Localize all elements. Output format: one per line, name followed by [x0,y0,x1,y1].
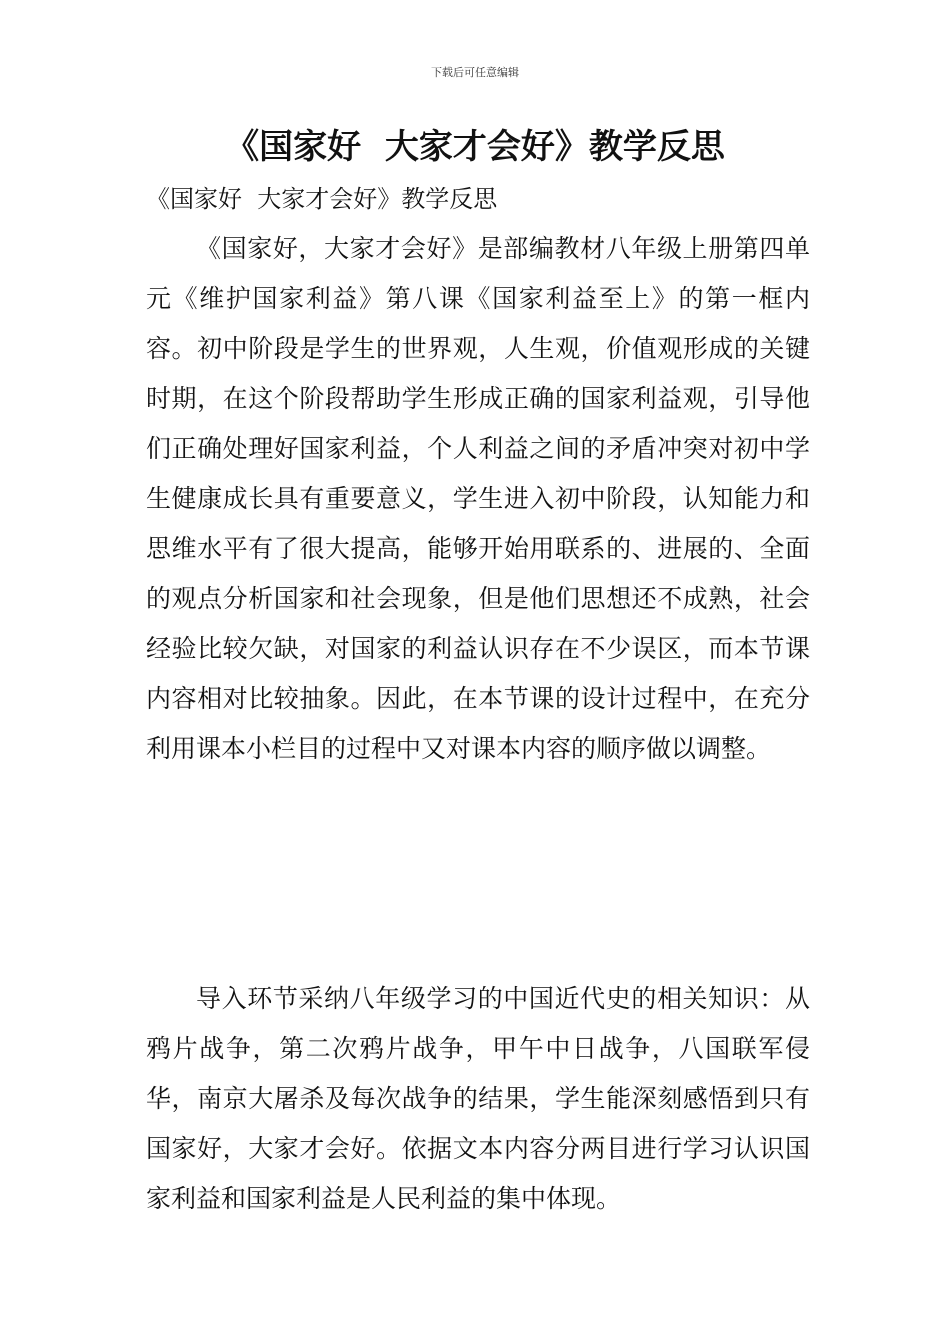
body-paragraph-1: 《国家好，大家才会好》是部编教材八年级上册第四单元《维护国家利益》第八课《国家利益至上》的第一框内容。初中阶段是学生的世界观，人生观，价值观形成的关键时期，在这个阶段帮助学生形成正确的国家利益观，引导他们正确处理好国家利益，个人利益之间的矛盾冲突对初中学生健康成长具有重要意义，学生进入初中阶段，认知能力和思维水平有了很大提高，能够开始用联系的、进展的、全面的观点分析国家和社会现象，但是他们思想还不成熟，社会经验比较欠缺，对国家的利益认识存在不少误区，而本节课内容相对比较抽象。因此，在本节课的设计过程中，在充分利用课本小栏目的过程中又对课本内容的顺序做以调整。 [146,234,810,763]
header-note: 下载后可任意编辑 [431,66,519,79]
page-title: 《国家好 大家才会好》教学反思 [225,127,725,167]
body-paragraph-2: 导入环节采纳八年级学习的中国近代史的相关知识：从鸦片战争，第二次鸦片战争，甲午中日战争，八国联军侵华，南京大屠杀及每次战争的结果，学生能深刻感悟到只有国家好，大家才会好。依据文本内容分两目进行学习认识国家利益和国家利益是人民利益的集中体现。 [146,984,810,1213]
document-subtitle: 《国家好 大家才会好》教学反思 [146,185,498,213]
